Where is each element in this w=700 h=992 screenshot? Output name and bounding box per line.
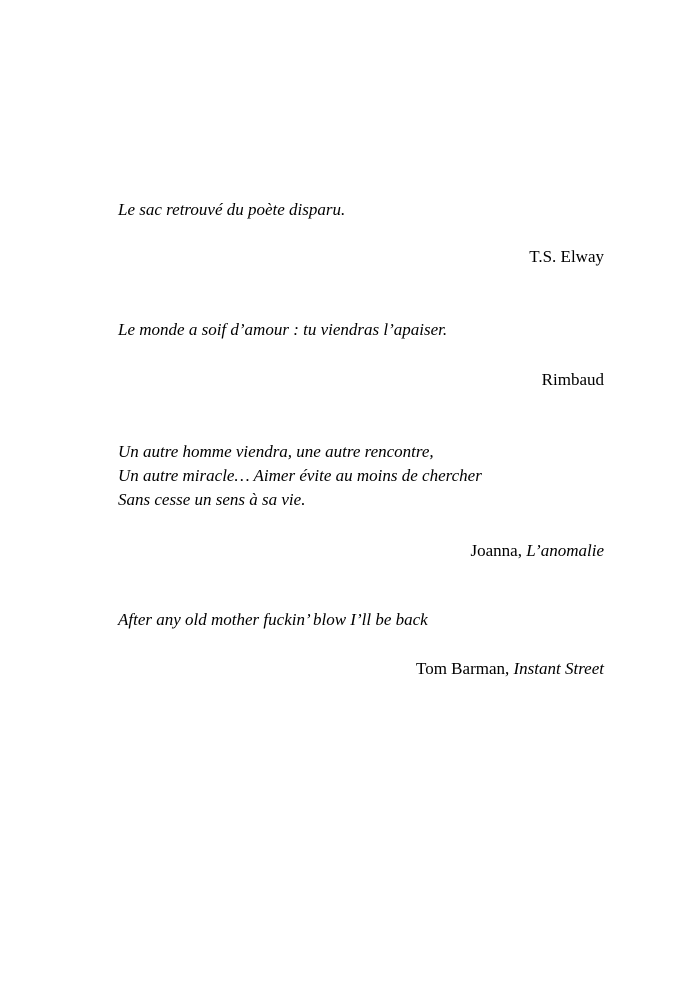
- quote-line: Le sac retrouvé du poète disparu.: [118, 200, 346, 219]
- quote-line: Un autre miracle… Aimer évite au moins de chercher: [118, 466, 482, 485]
- quote-line: Un autre homme viendra, une autre rencontre,: [118, 442, 434, 461]
- epigraph-2: [118, 318, 604, 389]
- epigraph-attribution: [529, 245, 604, 269]
- quote-line: Sans cesse un sens à sa vie.: [118, 490, 306, 509]
- epigraph-attribution: [471, 539, 604, 563]
- quote-line: After any old mother fuckin’ blow I’ll be back: [118, 610, 428, 629]
- attribution-author: Tom Barman,: [416, 659, 510, 678]
- quote-line: Le monde a soif d’amour : tu viendras l’apaiser.: [118, 320, 448, 339]
- attribution-author: Joanna,: [470, 541, 522, 560]
- attribution-author: Rimbaud: [541, 370, 604, 389]
- epigraph-quote: [118, 608, 604, 632]
- epigraph-4: [118, 608, 604, 678]
- attribution-author: T.S. Elway: [529, 247, 604, 266]
- attribution-work: L’anomalie: [526, 541, 604, 560]
- epigraph-quote: [118, 440, 604, 512]
- epigraph-quote: [118, 318, 604, 342]
- epigraph-attribution: [542, 368, 604, 392]
- epigraph-1: [118, 198, 604, 266]
- epigraph-3: [118, 440, 604, 560]
- epigraph-quote: [118, 198, 604, 222]
- attribution-work: Instant Street: [513, 659, 604, 678]
- epigraph-attribution: [416, 657, 604, 681]
